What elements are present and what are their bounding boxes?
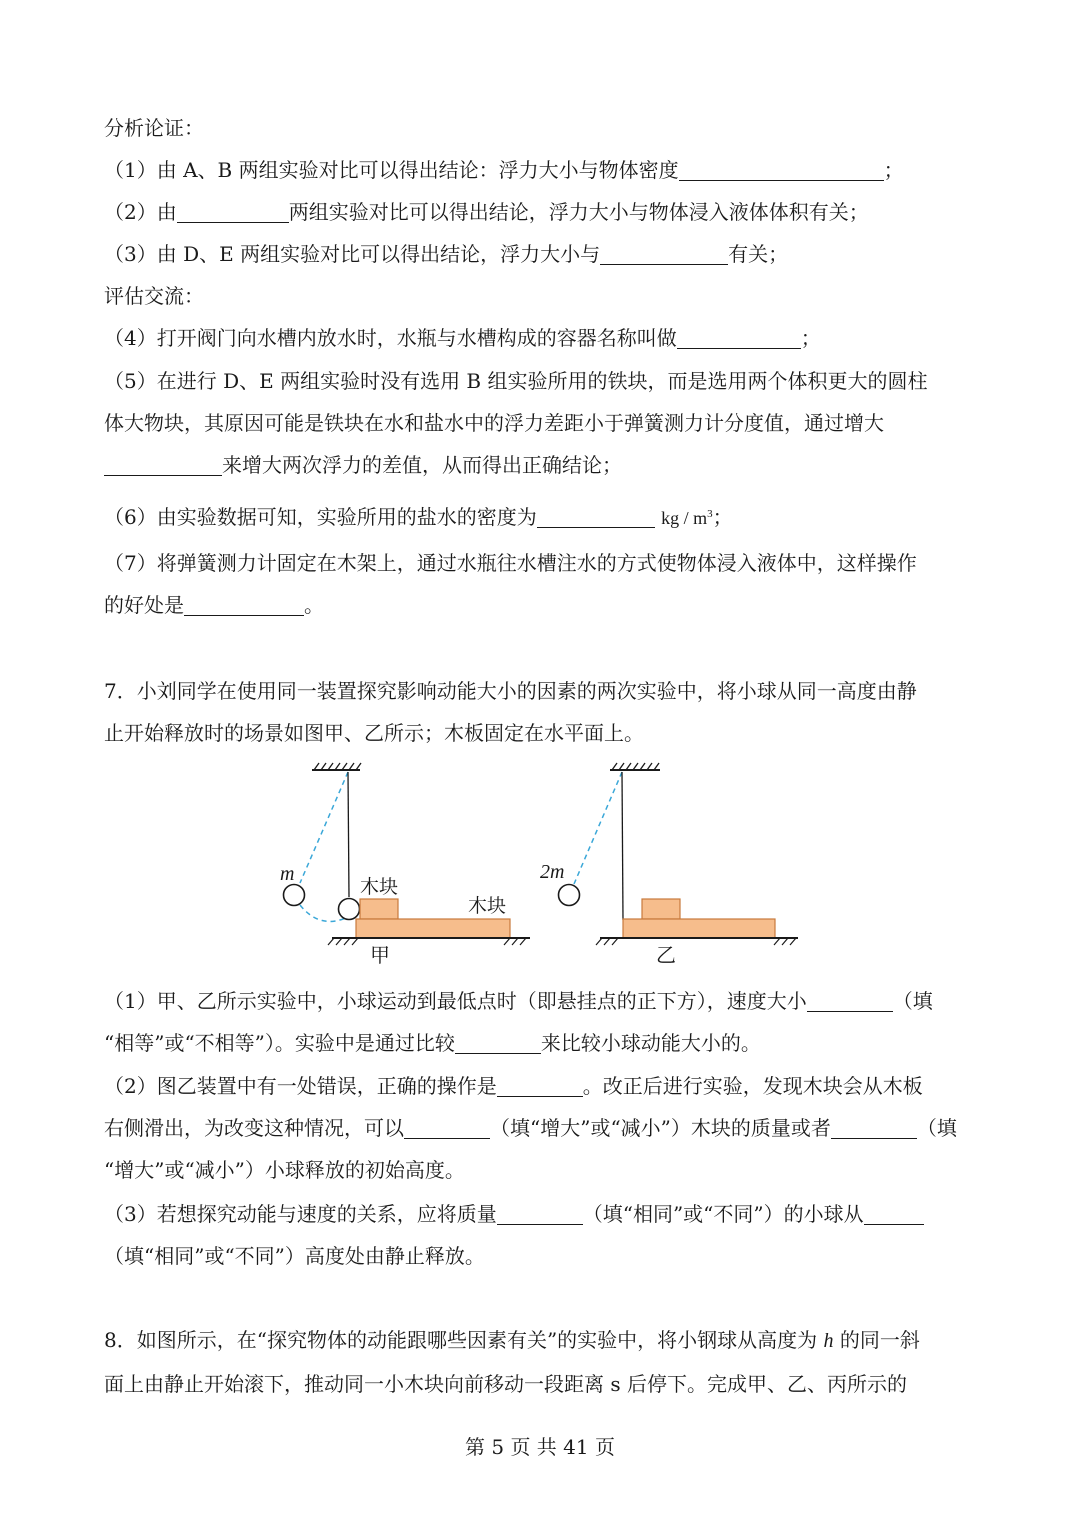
q7-2-text-c: 右侧滑出，为改变这种情况，可以 — [104, 1116, 404, 1140]
answer-blank[interactable] — [679, 158, 884, 181]
answer-blank[interactable] — [404, 1116, 490, 1139]
left-wood-block — [360, 899, 398, 919]
right-ceiling-support — [610, 763, 660, 770]
left-wooden-board — [356, 919, 510, 938]
left-ball-start — [284, 885, 305, 906]
section-heading-evaluate: 评估交流： — [104, 284, 204, 308]
density-unit: kg / $m^3$ — [661, 508, 713, 528]
question-7-1-line1 — [104, 986, 933, 1016]
left-block-label: 木块 — [360, 876, 399, 898]
q7-1-text-a: （1）甲、乙所示实验中，小球运动到最低点时（即悬挂点的正下方），速度大小 — [104, 989, 807, 1013]
q6-2-text-b: 两组实验对比可以得出结论，浮力大小与物体浸入液体体积有关； — [288, 200, 869, 224]
right-string-vertical — [622, 772, 623, 920]
q6-4-end: ； — [800, 326, 821, 350]
left-board-label: 木块 — [468, 895, 507, 917]
left-mass-label: m — [280, 863, 295, 885]
question-6-5-line1: （5）在进行 D、E 两组实验时没有选用 B 组实验所用的铁块，而是选用两个体积更大的圆柱 — [104, 369, 928, 393]
q7-3-text-a: （3）若想探究动能与速度的关系，应将质量 — [104, 1202, 497, 1226]
left-caption: 甲 — [370, 943, 390, 967]
left-ceiling-support — [312, 763, 361, 770]
q6-6-end: ； — [712, 505, 733, 529]
q7-1-text-b: （填 — [892, 989, 933, 1013]
q7-2-text-a: （2）图乙装置中有一处错误，正确的操作是 — [104, 1074, 497, 1098]
page-footer: 第 5 页 共 41 页 — [465, 1435, 615, 1459]
q6-3-text-b: 有关； — [728, 242, 789, 266]
question-6-7-line1: （7）将弹簧测力计固定在木架上，通过水瓶往水槽注水的方式使物体浸入液体中，这样操作 — [104, 551, 917, 575]
left-ground — [328, 938, 530, 945]
q7-1-text-d: 来比较小球动能大小的。 — [540, 1031, 761, 1055]
pendulum-figure — [270, 760, 810, 970]
q6-1-end: ； — [883, 158, 904, 182]
q6-2-text-a: （2）由 — [104, 200, 177, 224]
question-7-3-line1 — [104, 1199, 924, 1229]
answer-blank[interactable] — [831, 1116, 917, 1139]
question-7-3-line2: （填“相同”或“不同”）高度处由静止释放。 — [104, 1244, 485, 1268]
answer-blank[interactable] — [600, 242, 728, 265]
question-6-5-line3 — [104, 450, 622, 480]
answer-blank[interactable] — [537, 505, 655, 528]
section-heading-analysis: 分析论证： — [104, 116, 204, 140]
answer-blank[interactable] — [104, 453, 222, 476]
q6-6-text: （6）由实验数据可知，实验所用的盐水的密度为 — [104, 505, 537, 529]
answer-blank[interactable] — [677, 326, 801, 349]
answer-blank[interactable] — [864, 1202, 924, 1225]
q7-3-text-b: （填“相同”或“不同”）的小球从 — [582, 1202, 864, 1226]
question-6-6 — [104, 499, 733, 533]
q7-2-text-e: （填 — [916, 1116, 957, 1140]
question-7-2-line3: “增大”或“减小”）小球释放的初始高度。 — [104, 1158, 465, 1182]
right-ground — [596, 938, 798, 945]
question-8-stem-line1 — [104, 1325, 920, 1356]
right-wood-block — [642, 899, 680, 919]
right-wooden-board — [623, 919, 775, 938]
answer-blank[interactable] — [497, 1074, 583, 1097]
q8-text-b: 的同一斜 — [839, 1328, 920, 1352]
question-6-1 — [104, 155, 904, 185]
question-6-3 — [104, 239, 788, 269]
q8-height-symbol: h — [823, 1330, 834, 1352]
answer-blank[interactable] — [455, 1031, 541, 1054]
left-ball-lowest — [339, 899, 360, 920]
q6-4-text: （4）打开阀门向水槽内放水时，水瓶与水槽构成的容器名称叫做 — [104, 326, 677, 350]
q6-1-text: （1）由 A、B 两组实验对比可以得出结论：浮力大小与物体密度 — [104, 158, 679, 182]
q7-2-text-b: 。改正后进行实验，发现木块会从木板 — [582, 1074, 923, 1098]
right-string-dashed — [574, 772, 622, 884]
question-7-2-line2 — [104, 1113, 957, 1143]
q7-2-text-d: （填“增大”或“减小”）木块的质量或者 — [490, 1116, 831, 1140]
q6-5-text-end: 来增大两次浮力的差值，从而得出正确结论； — [222, 453, 622, 477]
right-mass-label: 2m — [540, 861, 565, 883]
question-7-2-line1 — [104, 1071, 923, 1101]
q8-text-a: 8．如图所示，在“探究物体的动能跟哪些因素有关”的实验中，将小钢球从高度为 — [104, 1328, 818, 1352]
right-caption: 乙 — [656, 943, 676, 967]
answer-blank[interactable] — [497, 1202, 583, 1225]
left-string-vertical — [348, 772, 349, 897]
q6-3-text-a: （3）由 D、E 两组实验对比可以得出结论，浮力大小与 — [104, 242, 601, 266]
question-7-stem-line1: 7．小刘同学在使用同一装置探究影响动能大小的因素的两次实验中，将小球从同一高度由静 — [104, 679, 917, 703]
answer-blank[interactable] — [177, 200, 289, 223]
left-string-dashed — [300, 772, 348, 883]
question-7-1-line2 — [104, 1028, 761, 1058]
q6-7-text-a: 的好处是 — [104, 593, 184, 617]
right-ball-start — [559, 885, 580, 906]
question-8-stem-line2: 面上由静止开始滚下，推动同一小木块向前移动一段距离 s 后停下。完成甲、乙、丙所示的 — [104, 1372, 907, 1396]
question-7-stem-line2: 止开始释放时的场景如图甲、乙所示；木板固定在水平面上。 — [104, 721, 644, 745]
answer-blank[interactable] — [184, 593, 304, 616]
answer-blank[interactable] — [807, 989, 893, 1012]
q7-1-text-c: “相等”或“不相等”）。实验中是通过比较 — [104, 1031, 455, 1055]
q6-7-text-b: 。 — [304, 593, 324, 617]
question-6-7-line2 — [104, 590, 324, 620]
question-6-2 — [104, 197, 869, 227]
question-6-5-line2: 体大物块，其原因可能是铁块在水和盐水中的浮力差距小于弹簧测力计分度值，通过增大 — [104, 411, 884, 435]
question-6-4 — [104, 323, 821, 353]
